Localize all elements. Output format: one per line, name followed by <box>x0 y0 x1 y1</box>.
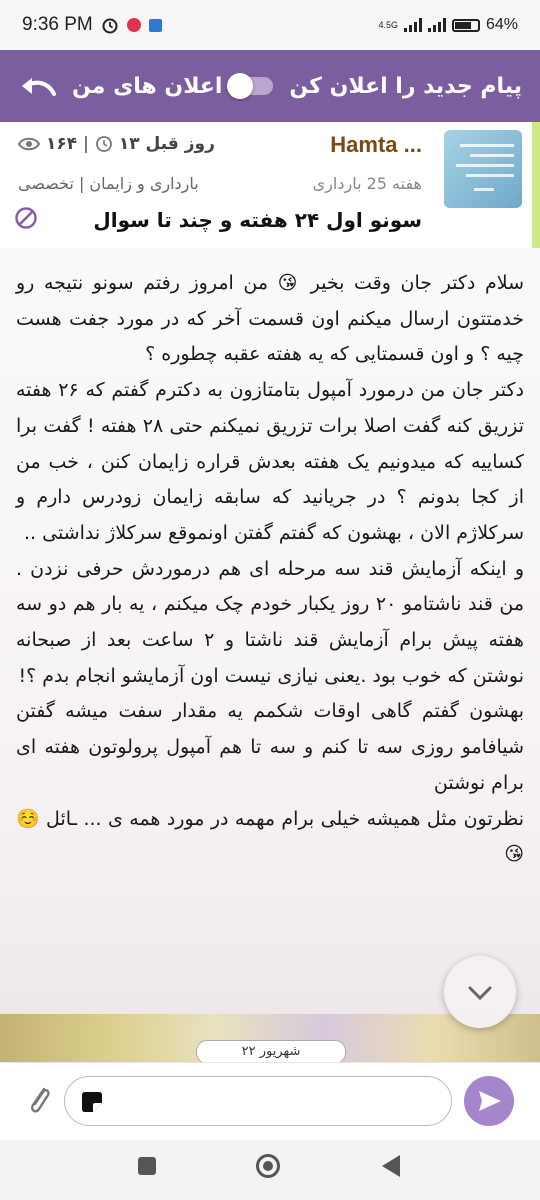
post-body-area <box>0 248 540 1018</box>
home-button[interactable] <box>256 1154 280 1178</box>
post-thumbnail[interactable] <box>444 130 522 208</box>
author-name[interactable]: Hamta ... <box>330 132 422 157</box>
network-type: 4.5G <box>378 19 398 30</box>
meta-separator: | <box>83 134 89 154</box>
back-arrow-icon <box>18 74 58 98</box>
battery-level: 64% <box>485 16 518 33</box>
eye-icon <box>18 136 40 152</box>
send-button[interactable] <box>464 1076 514 1126</box>
recents-button[interactable] <box>138 1157 156 1175</box>
pregnancy-week: هفته 25 بارداری <box>312 174 422 193</box>
post-card[interactable] <box>0 122 540 249</box>
attach-icon[interactable] <box>24 1081 54 1121</box>
block-icon[interactable] <box>14 206 38 230</box>
post-meta <box>18 134 215 154</box>
notify-toggle[interactable] <box>229 77 273 95</box>
card-accent-bar <box>532 122 540 248</box>
message-composer <box>0 1062 540 1141</box>
signal-icon <box>404 18 422 32</box>
download-icon <box>149 19 162 32</box>
battery-icon <box>452 19 480 32</box>
post-category: بارداری و زایمان | تخصصی <box>18 174 199 193</box>
alarm-icon <box>101 16 119 34</box>
scroll-down-button[interactable] <box>444 956 516 1028</box>
my-notifications-label: اعلان های من <box>72 73 223 99</box>
status-left <box>22 14 162 36</box>
my-notifications-button[interactable] <box>18 74 222 99</box>
date-divider: ۲۲ شهریور <box>196 1040 346 1064</box>
notify-new-messages[interactable] <box>229 74 522 99</box>
notify-label: پیام جدید را اعلان کن <box>289 73 522 99</box>
view-count: ۱۶۴ <box>46 134 78 154</box>
message-input[interactable] <box>64 1076 452 1126</box>
send-icon <box>464 1076 514 1126</box>
status-time: 9:36 PM <box>22 14 93 35</box>
time-ago: ۱۳ روز قبل <box>118 134 215 154</box>
back-button[interactable] <box>382 1155 400 1177</box>
post-title: سونو اول ۲۴ هفته و چند تا سوال <box>93 208 422 232</box>
status-bar <box>0 0 540 50</box>
chevron-down-icon <box>444 956 516 1028</box>
clock-icon <box>95 135 113 153</box>
signal-icon-2 <box>428 18 446 32</box>
app-header <box>0 50 540 122</box>
status-right <box>378 16 518 34</box>
post-body: سلام دکتر جان وقت بخیر 😘 من امروز رفتم سونو نتیجه رو خدمتتون ارسال میکنم اون قسمت آخر که در مورد جفت هست چیه ؟ و اون قسمتایی که یه هفته عقبه چطوره ؟ دکتر جان من درمورد آمپول بتامتازون به دکترم گفتم که ۲۶ هفته تزریق کنه گفت اصلا برات تزریق نمیکنم حتی ۲۸ هفته ! گفت برا کساییه که میدونیم یک هفته بعدش قراره زایمان کنن ، خب من از کجا بدونم ؟ در جریانید که سابقه زایمان زودرس دارم و سرکلاژم الان ، بهشون که گفتم گفتن اونموقع سرکلاژ نداشتی .. و اینکه آزمایش قند سه مرحله ای هم درموردش حرفی نزدن . من قند ناشتامو ۲۰ روز یکبار خودم چک میکنم ، یه بار هم دو سه هفته پیش برام آزمایش قند ناشتا و ۲ ساعت بعد از صبحانه نوشتن که خوب بود .یعنی نیازی نیست اون آزمایشو انجام بدم ؟! بهشون گفتم گاهی اوقات شکمم یه مقدار سفت میشه گفتن شیافامو روزی سه تا کنم و سه تا هم آمپول پرولوتون هفته ای برام نوشتن نظرتون مثل همیشه خیلی برام مهمه در مورد همه ی ... ـائل ☺️😘 <box>16 272 525 866</box>
sticker-icon[interactable] <box>79 1089 105 1115</box>
music-app-icon <box>127 18 141 32</box>
